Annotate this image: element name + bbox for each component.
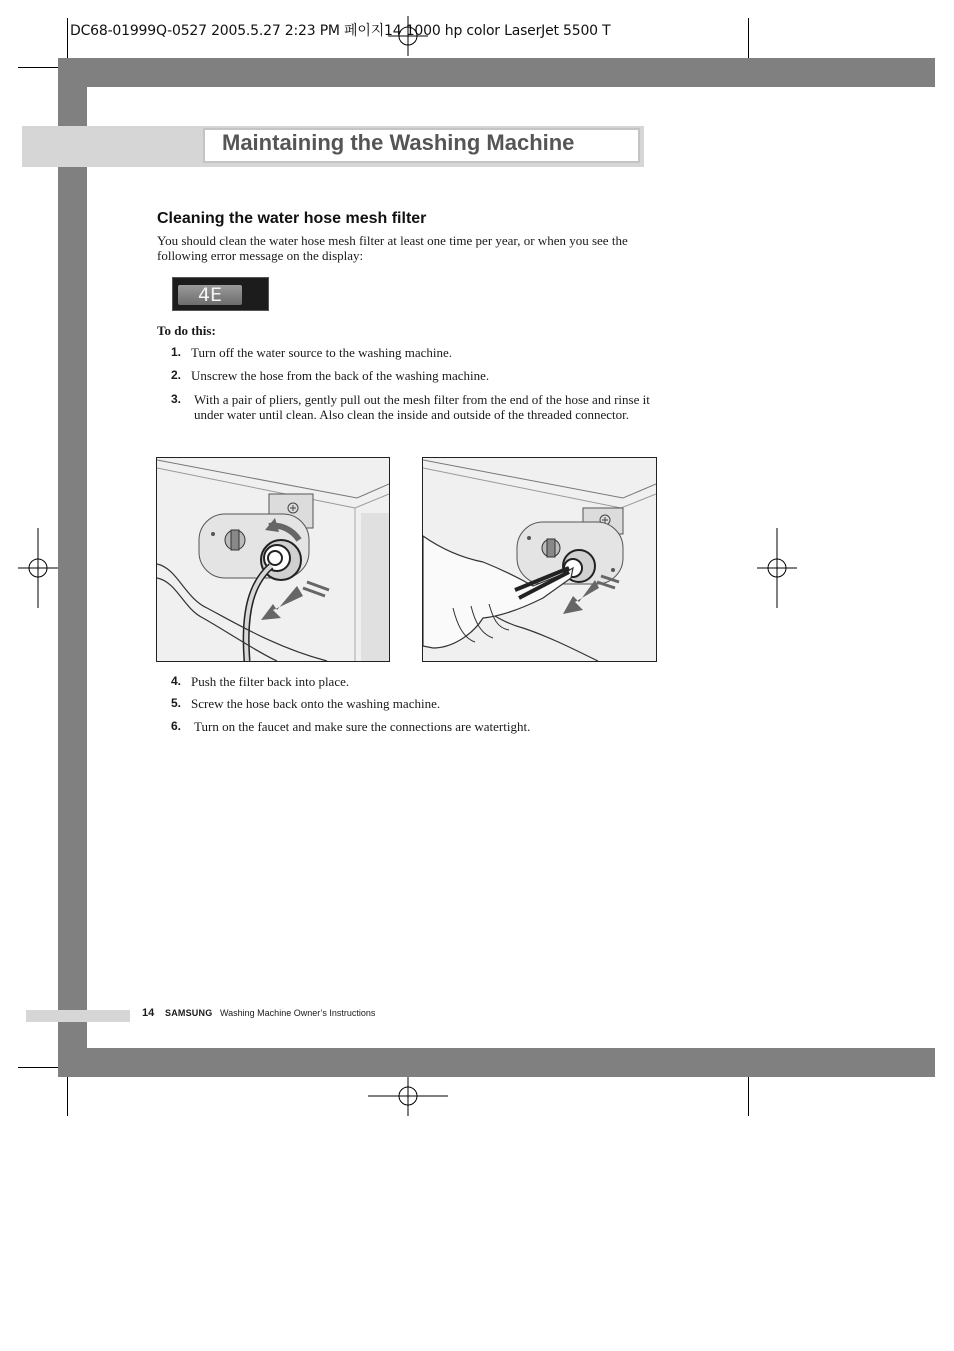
footer-text: Washing Machine Owner’s Instructions <box>220 1008 376 1018</box>
step-number: 6. <box>171 719 182 733</box>
intro-paragraph: You should clean the water hose mesh filter at least one time per year, or when you see the following error message on the display: <box>157 233 628 263</box>
registration-target-icon <box>388 16 428 56</box>
footer-band <box>26 1010 130 1022</box>
section-heading: Cleaning the water hose mesh filter <box>157 210 427 227</box>
error-display <box>172 277 269 311</box>
step-number: 5. <box>171 696 182 710</box>
print-slug: DC68-01999Q-0527 2005.5.27 2:23 PM 페이지14 1000 hp color LaserJet 5500 T <box>70 23 611 39</box>
list-item <box>171 696 657 711</box>
list-item <box>171 345 657 360</box>
crop-mark <box>748 18 749 58</box>
crop-mark <box>748 1076 749 1116</box>
step-text: Turn on the faucet and make sure the connections are watertight. <box>194 719 531 734</box>
brand-logo: SAMSUNG <box>165 1008 213 1018</box>
step-text: With a pair of pliers, gently pull out the mesh filter from the end of the hose and rinse it under water until clean. Also clean the inside and outside of the threaded connector. <box>194 392 650 422</box>
step-text: Unscrew the hose from the back of the washing machine. <box>191 368 490 383</box>
step-number: 3. <box>171 392 182 406</box>
crop-mark <box>18 1067 58 1068</box>
page-number: 14 <box>142 1007 155 1019</box>
crop-mark <box>18 67 58 68</box>
todo-label: To do this: <box>157 323 216 338</box>
frame-left-bar <box>58 58 87 1077</box>
list-item <box>171 368 657 383</box>
step-text: Push the filter back into place. <box>191 674 350 689</box>
registration-target-icon <box>18 528 58 608</box>
list-item <box>171 719 657 734</box>
frame-top-bar <box>58 58 935 87</box>
step-number: 1. <box>171 345 182 359</box>
error-code: 4E <box>178 285 242 305</box>
step-text: Turn off the water source to the washing machine. <box>191 345 453 360</box>
step-number: 2. <box>171 368 182 382</box>
list-item <box>171 674 657 689</box>
frame-bottom-bar <box>58 1048 935 1077</box>
step-number: 4. <box>171 674 182 688</box>
registration-target-icon <box>757 528 797 608</box>
crop-mark <box>67 18 68 58</box>
registration-target-icon <box>368 1076 448 1116</box>
list-item <box>171 392 657 437</box>
crop-mark <box>67 1076 68 1116</box>
step-text: Screw the hose back onto the washing machine. <box>191 696 441 711</box>
figure-remove-filter <box>422 457 657 662</box>
figure-unscrew-hose <box>156 457 390 662</box>
page-title: Maintaining the Washing Machine <box>222 130 575 155</box>
